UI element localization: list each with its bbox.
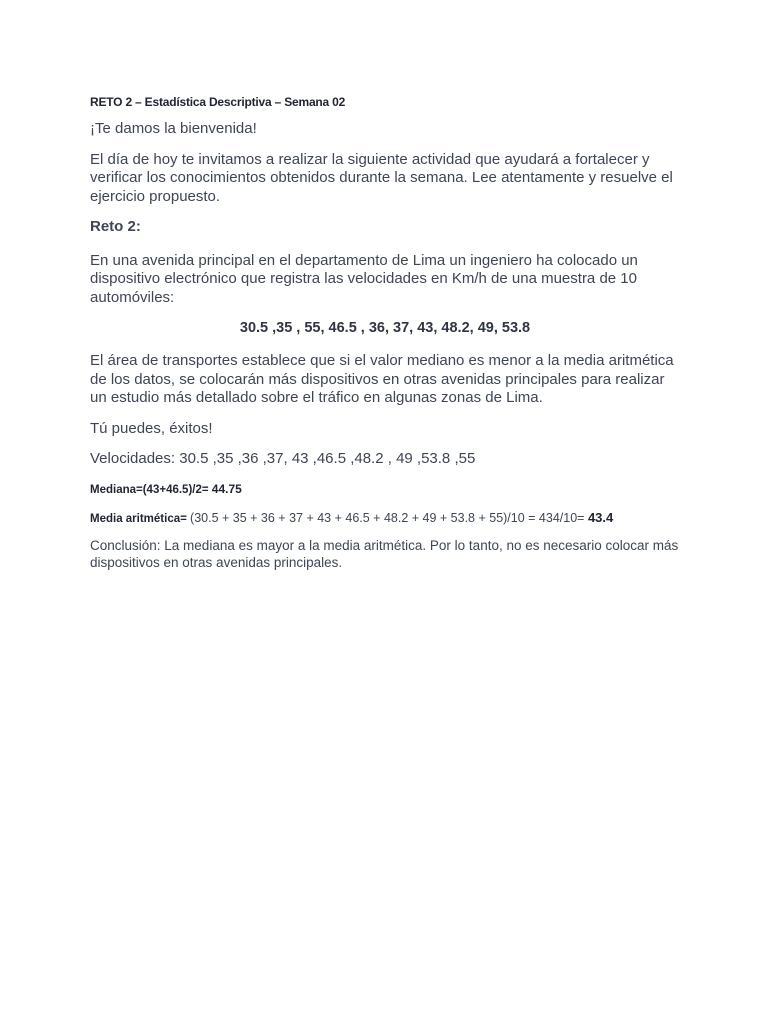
- speed-data-line: 30.5 ,35 , 55, 46.5 , 36, 37, 43, 48.2, 49, 53.8: [239, 320, 531, 336]
- welcome-text: ¡Te damos la bienvenida!: [90, 120, 257, 137]
- median-label: Mediana=(43+46.5)/2=: [90, 483, 212, 496]
- mean-line: [90, 510, 680, 527]
- mean-value: 43.4: [587, 509, 614, 525]
- reto-heading: Reto 2:: [90, 218, 141, 235]
- problem-paragraph: En una avenida principal en el departamento de Lima un ingeniero ha colocado un dispositivo electrónico que registra las velocidades en Km/h de una muestra de 10 automóviles:: [90, 251, 638, 306]
- criteria-paragraph: El área de transportes establece que si el valor mediano es menor a la media aritmética de los datos, se colocarán más dispositivos en otras avenidas principales para realizar un estudio más detallado sobre el tráfico en algunas zonas de Lima.: [90, 352, 674, 406]
- document-body: [90, 90, 680, 585]
- mean-expression: (30.5 + 35 + 36 + 37 + 43 + 46.5 + 48.2 + 49 + 53.8 + 55)/10 = 434/10=: [190, 510, 588, 525]
- sorted-velocities: Velocidades: 30.5 ,35 ,36 ,37, 43 ,46.5 ,48.2 , 49 ,53.8 ,55: [90, 450, 476, 467]
- intro-paragraph: El día de hoy te invitamos a realizar la siguiente actividad que ayudará a fortalecer y verificar los conocimientos obtenidos durante la semana. Lee atentamente y resuelve el ejercicio propuesto.: [90, 150, 673, 205]
- document-title: RETO 2 – Estadística Descriptiva – Semana 02: [90, 95, 346, 109]
- mean-label: Media aritmética=: [90, 512, 191, 525]
- encouragement-text: Tú puedes, éxitos!: [90, 419, 213, 437]
- median-line: [90, 481, 680, 498]
- median-value: 44.75: [211, 481, 242, 496]
- conclusion-paragraph: Conclusión: La mediana es mayor a la media aritmética. Por lo tanto, no es necesario colocar más dispositivos en otras avenidas principales.: [90, 538, 679, 570]
